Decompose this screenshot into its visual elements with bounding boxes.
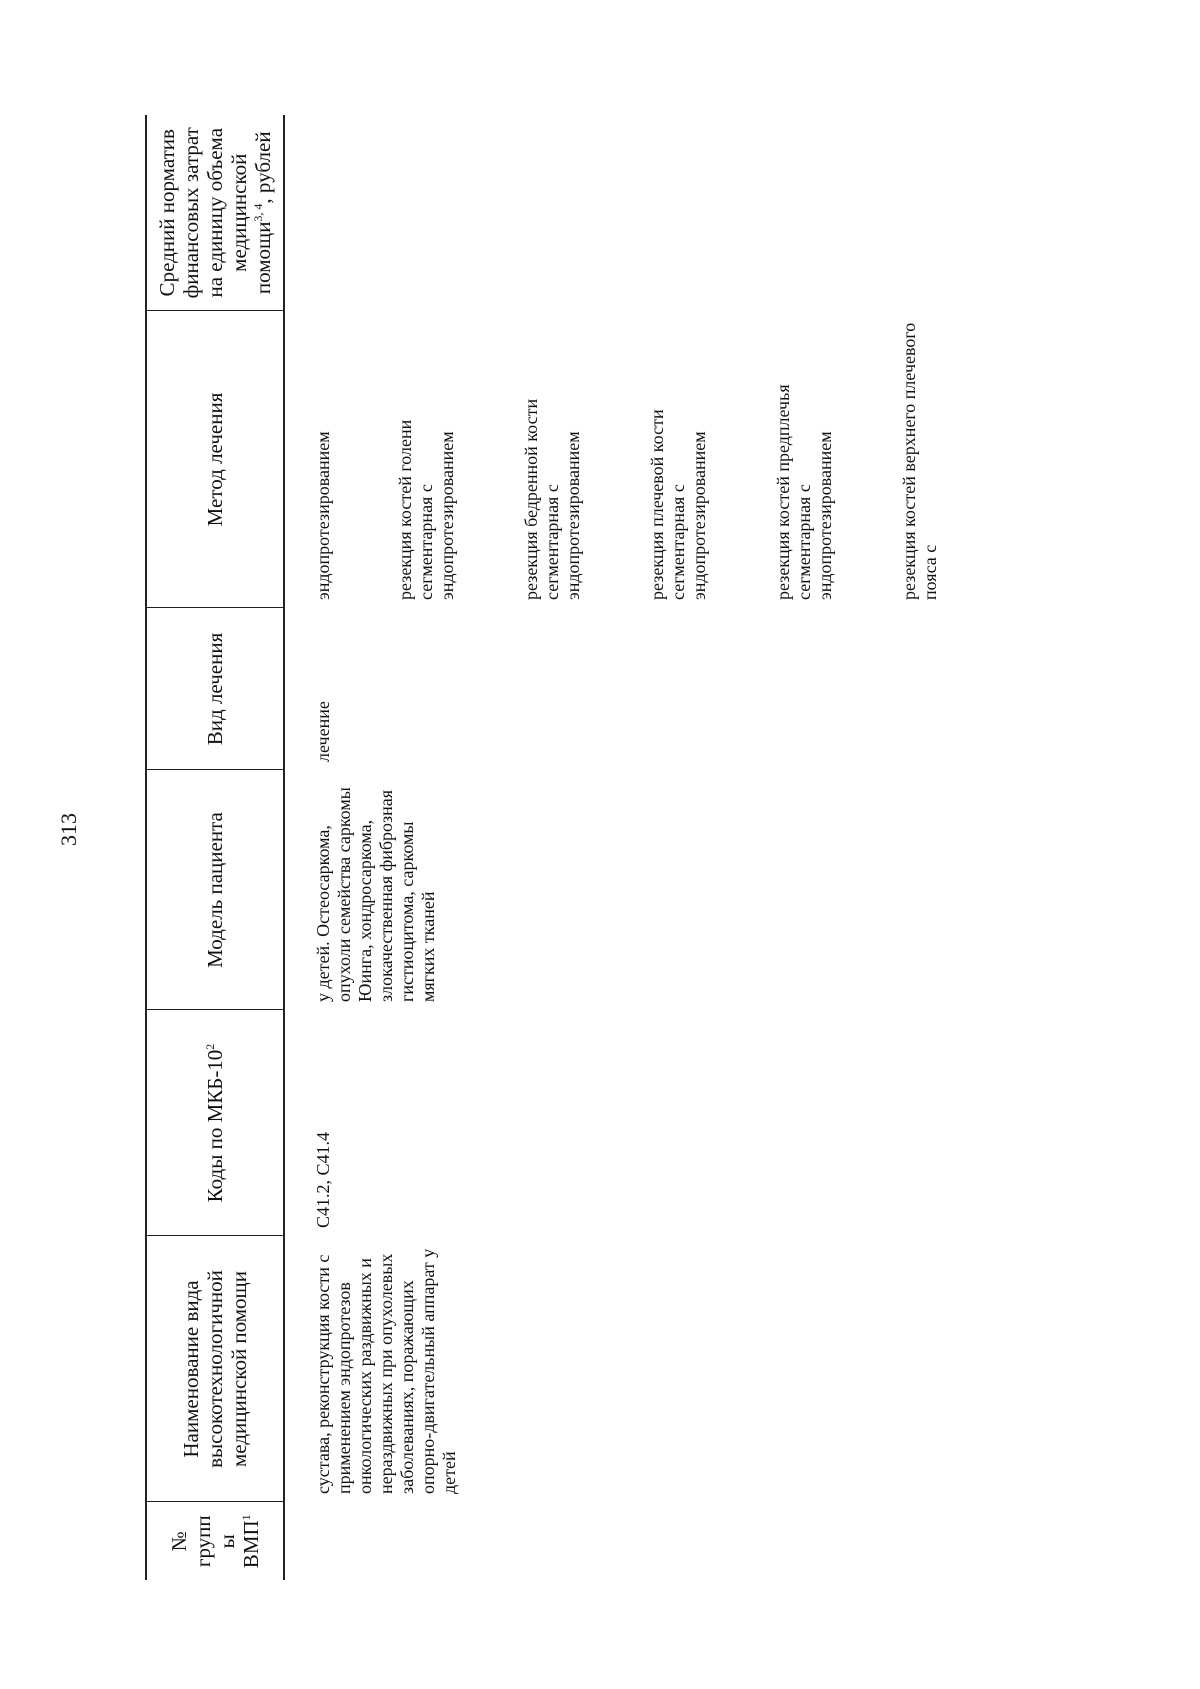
header-icd-codes: Коды по МКБ-$10^2$ — [146, 1010, 284, 1236]
header-patient-model: Модель пациента — [146, 770, 284, 1010]
page-number: 313 — [56, 813, 81, 846]
table-row — [284, 115, 1025, 1580]
method-item: резекция бедренной кости сегментарная с эндопротезированием — [521, 398, 583, 600]
method-item: резекция костей верхнего плечевого пояса с — [899, 322, 940, 600]
cell-icd-codes: C41.2, C41.4 — [313, 1131, 333, 1228]
method-item: эндопротезированием — [313, 431, 333, 600]
cell-cost-norm — [284, 115, 1025, 311]
method-item: резекция костей предплечья сегментарная с эндопротезированием — [773, 384, 835, 600]
cell-vmp-name: сустава, реконструкция кости с применением эндопротезов онкологических раздвижных и нераздвижных при опухолевых заболеваниях, поражающих опорно-двигательный аппарат у детей — [313, 1248, 459, 1494]
method-item: резекция плечевой кости сегментарная с эндопротезированием — [647, 409, 709, 600]
vmp-table — [145, 115, 1025, 1580]
header-vmp-name: Наименование вида высокотехнологичной медицинской помощи — [146, 1236, 284, 1502]
cell-patient-model: у детей. Остеосаркома, опухоли семейства саркомы Юинга, хондросаркома, злокачественная фиброзная гистиоцитома, саркомы мягких тканей — [313, 787, 438, 1002]
cell-treatment-methods — [284, 311, 1025, 608]
table-header-row — [146, 115, 284, 1580]
vmp-table-frame — [145, 115, 1190, 1580]
header-group-number: № групп ы ВМП$^1$ — [146, 1502, 284, 1580]
header-cost-norm: Средний норматив финансовых затрат на единицу объема медицинской помощи$^{3, 4}$, рублей — [146, 115, 284, 311]
header-treatment-kind: Вид лечения — [146, 608, 284, 770]
header-treatment-method: Метод лечения — [146, 311, 284, 608]
cell-group-number — [284, 1502, 1025, 1580]
method-item: резекция костей голени сегментарная с эндопротезированием — [395, 419, 457, 600]
cell-treatment-kind: лечение — [313, 701, 333, 762]
